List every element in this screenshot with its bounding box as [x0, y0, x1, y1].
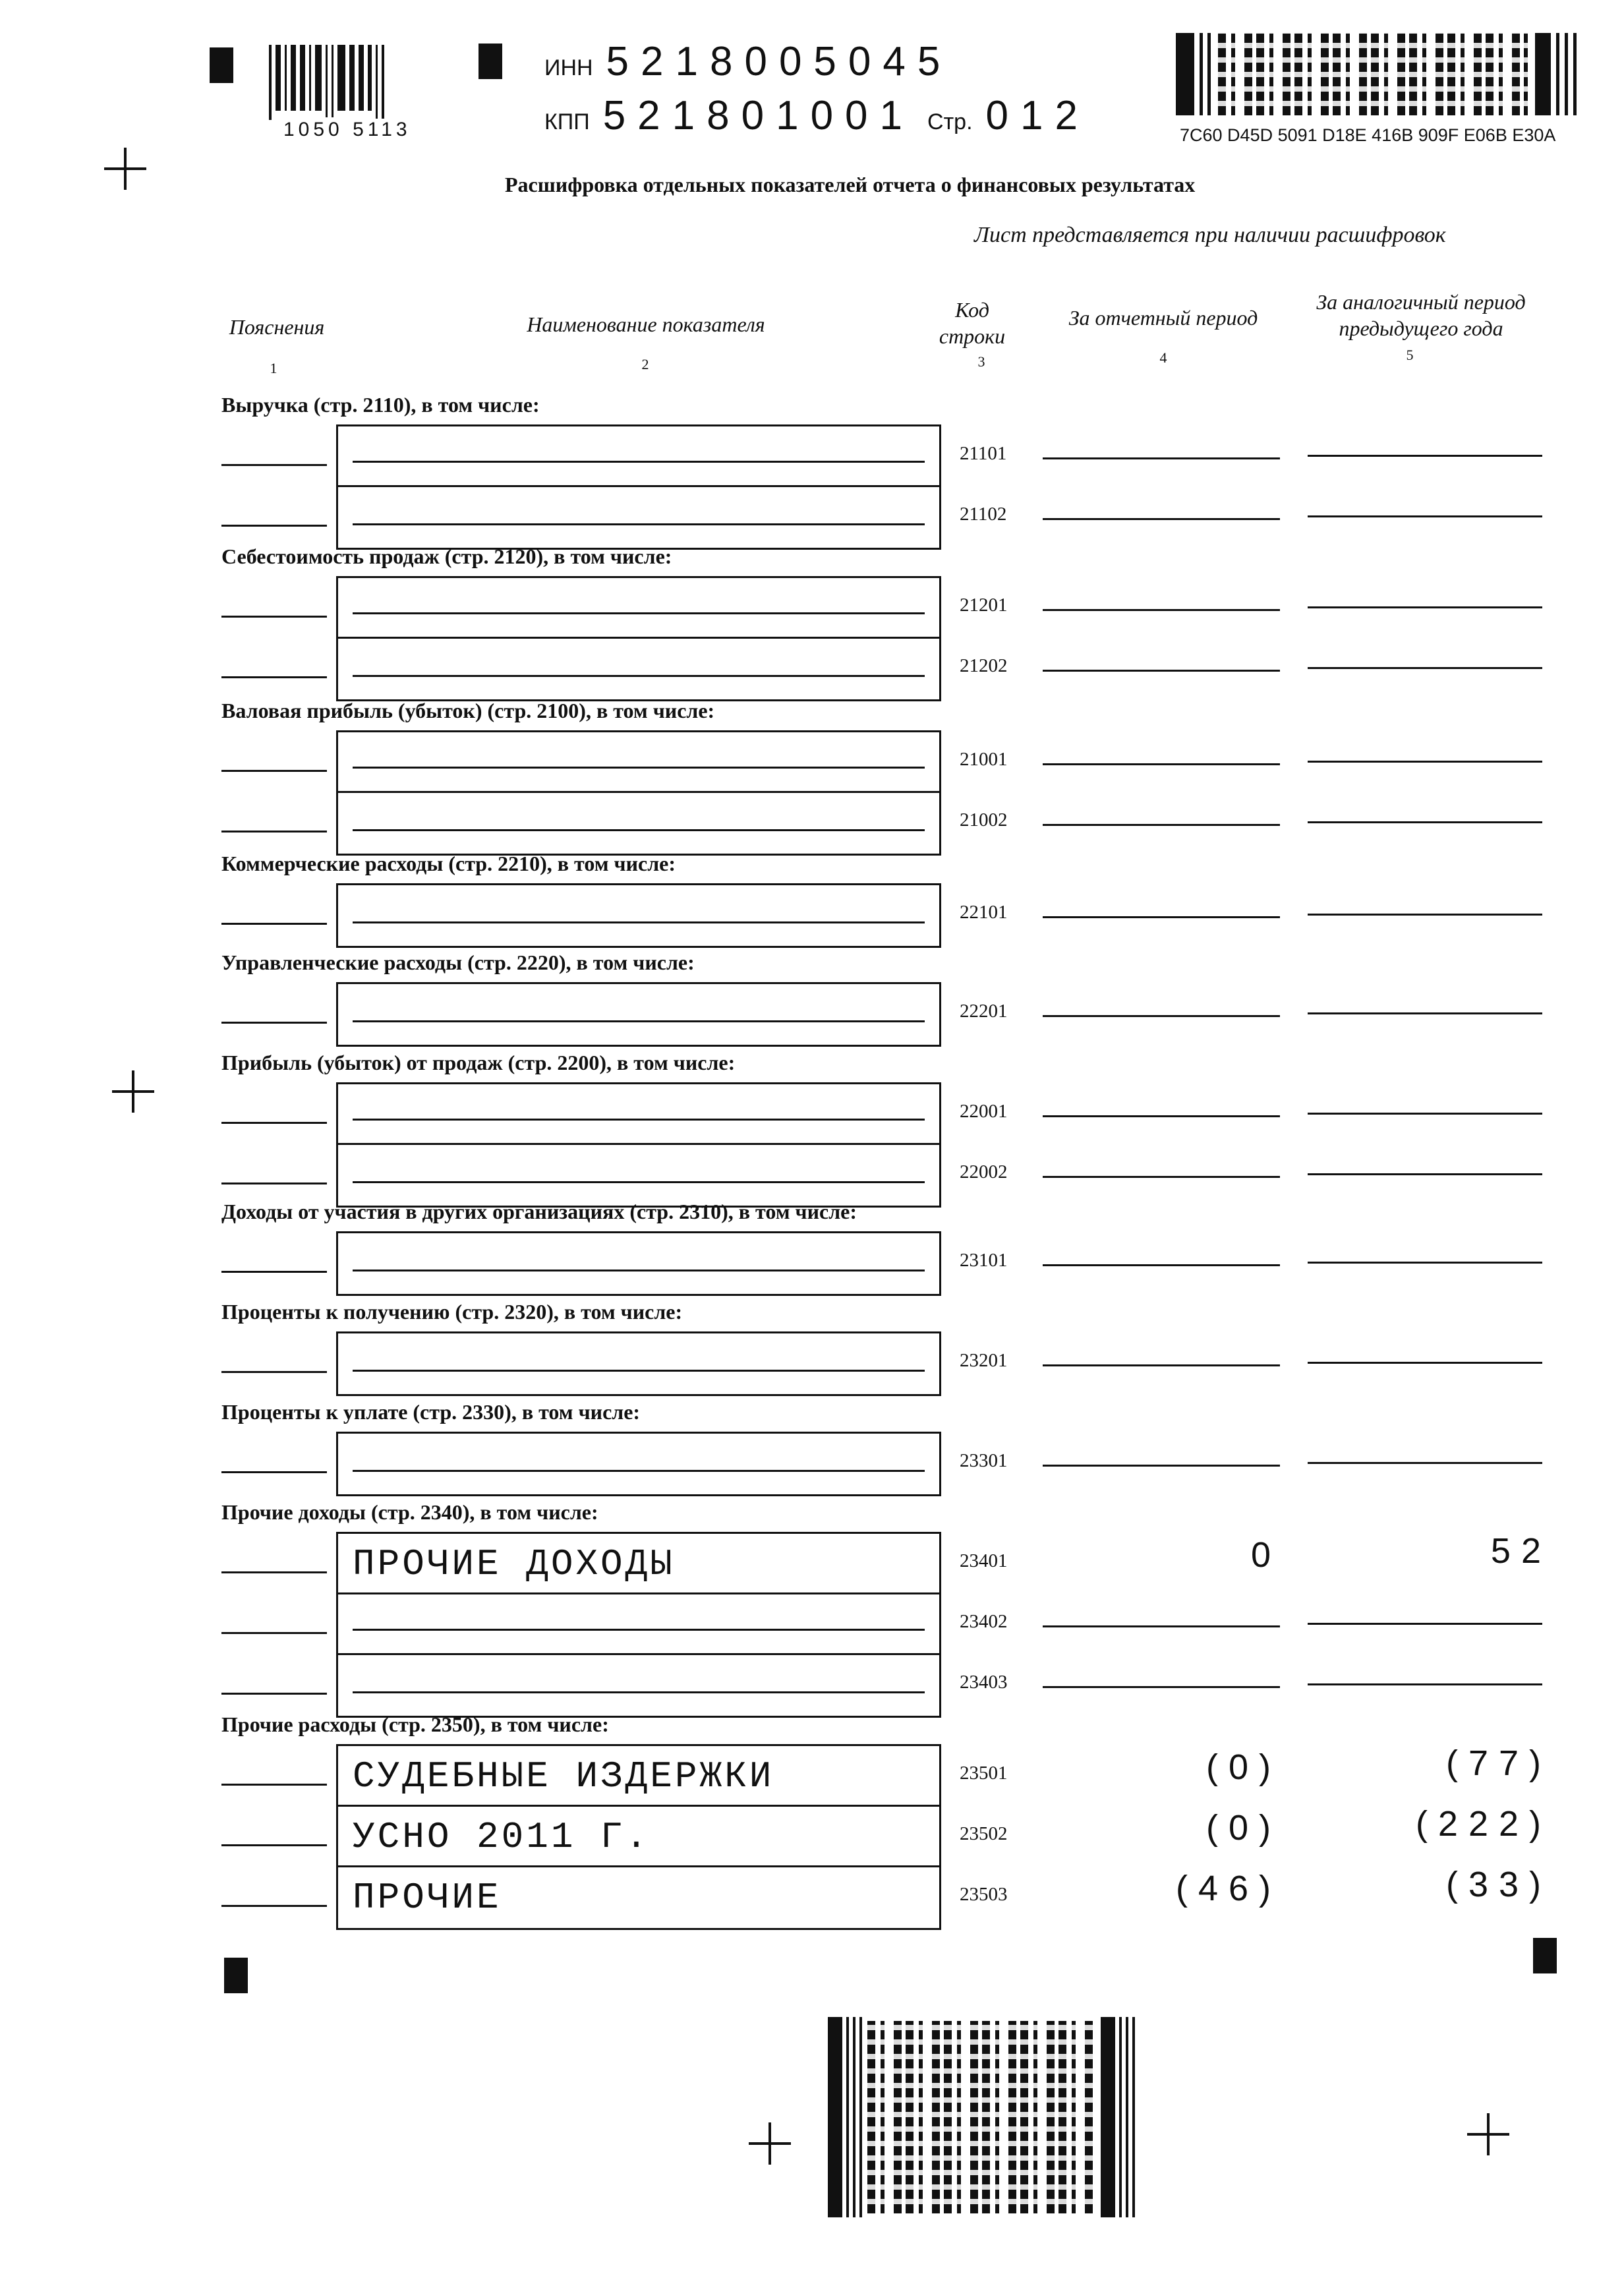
indicator-name-field[interactable] [338, 1534, 939, 1594]
indicator-name-field[interactable] [338, 1333, 939, 1394]
crosshair-mark [749, 2122, 791, 2165]
column-number-2: 2 [641, 356, 649, 372]
document-title: Расшифровка отдельных показателей отчета о финансовых результатах [505, 173, 1196, 196]
previous-period-field[interactable] [1308, 606, 1542, 608]
current-period-field[interactable] [1043, 518, 1280, 520]
kpp-value: 521801001 [602, 93, 915, 138]
document-subtitle: Лист представляется при наличии расшифровок [974, 223, 1446, 247]
previous-period-field[interactable] [1308, 761, 1542, 763]
current-period-field[interactable] [1043, 1686, 1280, 1688]
section-title: Себестоимость продаж (стр. 2120), в том числе: [221, 544, 672, 568]
section-title: Управленческие расходы (стр. 2220), в том числе: [221, 950, 695, 974]
notes-field[interactable] [221, 464, 327, 466]
indicator-name-blank-line [353, 523, 925, 525]
indicator-name-field[interactable] [338, 487, 939, 548]
section-title: Доходы от участия в других организациях (стр. 2310), в том числе: [221, 1200, 857, 1223]
indicator-name-value: УСНО 2011 Г. [353, 1816, 651, 1858]
indicator-name-box [336, 1331, 941, 1396]
column-number-4: 4 [1159, 349, 1167, 366]
line-code: 23503 [960, 1884, 1008, 1905]
line-code: 21102 [960, 504, 1007, 525]
line-code: 23401 [960, 1550, 1008, 1571]
indicator-name-blank-line [353, 675, 925, 677]
kpp-label: КПП [544, 109, 590, 134]
notes-field[interactable] [221, 1632, 327, 1634]
previous-period-value[interactable]: (77) [1445, 1743, 1552, 1783]
registration-mark-bottom-right [1533, 1938, 1557, 1973]
previous-period-field[interactable] [1308, 1623, 1542, 1625]
notes-field[interactable] [221, 1905, 327, 1907]
previous-period-field[interactable] [1308, 667, 1542, 669]
notes-field[interactable] [221, 1122, 327, 1124]
current-period-field[interactable] [1043, 763, 1280, 765]
previous-period-field[interactable] [1308, 1173, 1542, 1175]
line-code: 21001 [960, 749, 1008, 770]
indicator-name-field[interactable] [338, 793, 939, 854]
line-code: 21201 [960, 595, 1008, 616]
notes-field[interactable] [221, 1271, 327, 1273]
indicator-name-field[interactable] [338, 639, 939, 699]
page-number: 012 [985, 93, 1089, 138]
line-code: 23201 [960, 1350, 1008, 1371]
notes-field[interactable] [221, 1371, 327, 1373]
indicator-name-field[interactable] [338, 1746, 939, 1807]
pdf417-barcode-bottom [828, 2017, 1138, 2217]
indicator-name-field[interactable] [338, 984, 939, 1045]
previous-period-field[interactable] [1308, 1012, 1542, 1014]
indicator-name-blank-line [353, 1270, 925, 1271]
indicator-name-blank-line [353, 1691, 925, 1693]
current-period-value[interactable]: 0 [1250, 1535, 1281, 1575]
indicator-name-field[interactable] [338, 885, 939, 946]
current-period-field[interactable] [1043, 1015, 1280, 1017]
linear-barcode [269, 45, 388, 121]
notes-field[interactable] [221, 831, 327, 832]
section-title: Проценты к уплате (стр. 2330), в том числе: [221, 1400, 641, 1424]
indicator-name-box [336, 883, 941, 948]
section-title: Выручка (стр. 2110), в том числе: [221, 393, 540, 417]
inn-value: 5218005045 [606, 39, 952, 84]
document-hash-code: 7C60 D45D 5091 D18E 416B 909F E06B E30A [1180, 125, 1556, 145]
indicator-name-blank-line [353, 461, 925, 463]
crosshair-mark [112, 1070, 154, 1113]
current-period-field[interactable] [1043, 1264, 1280, 1266]
page-label: Стр. [927, 109, 973, 134]
indicator-name-field[interactable] [338, 1594, 939, 1655]
column-header-indicator-name: Наименование показателя [527, 312, 765, 336]
column-header-notes: Пояснения [229, 315, 325, 339]
notes-field[interactable] [221, 676, 327, 678]
indicator-name-blank-line [353, 1119, 925, 1121]
current-period-field[interactable] [1043, 1625, 1280, 1627]
previous-period-value[interactable]: (33) [1445, 1865, 1552, 1904]
line-code: 23502 [960, 1823, 1008, 1844]
notes-field[interactable] [221, 1571, 327, 1573]
current-period-value[interactable]: (46) [1175, 1869, 1281, 1908]
notes-field[interactable] [221, 1183, 327, 1184]
indicator-name-value: ПРОЧИЕ ДОХОДЫ [353, 1543, 675, 1585]
notes-field[interactable] [221, 770, 327, 772]
barcode-number: 1050 5113 [283, 119, 411, 140]
section-title: Прочие доходы (стр. 2340), в том числе: [221, 1500, 598, 1524]
crosshair-mark [104, 148, 146, 190]
column-number-5: 5 [1406, 347, 1414, 363]
indicator-name-field[interactable] [338, 1145, 939, 1206]
column-header-previous-period: За аналогичный период предыдущего года [1316, 290, 1526, 340]
indicator-name-blank-line [353, 1181, 925, 1183]
previous-period-field[interactable] [1308, 515, 1542, 517]
previous-period-field[interactable] [1308, 455, 1542, 457]
registration-mark-top-left [210, 47, 233, 83]
registration-mark-bottom-left [224, 1958, 248, 1993]
indicator-name-field[interactable] [338, 1434, 939, 1494]
notes-field[interactable] [221, 1784, 327, 1786]
registration-mark-top-center [478, 44, 502, 79]
indicator-name-value: СУДЕБНЫЕ ИЗДЕРЖКИ [353, 1755, 774, 1797]
current-period-field[interactable] [1043, 1364, 1280, 1366]
line-code: 22001 [960, 1101, 1008, 1122]
current-period-field[interactable] [1043, 1465, 1280, 1467]
indicator-name-blank-line [353, 1370, 925, 1372]
notes-field[interactable] [221, 1844, 327, 1846]
current-period-field[interactable] [1043, 1176, 1280, 1178]
indicator-name-field[interactable] [338, 1867, 939, 1928]
previous-period-value[interactable]: (222) [1415, 1804, 1552, 1844]
notes-field[interactable] [221, 1471, 327, 1473]
indicator-name-box [336, 730, 941, 856]
line-code: 23403 [960, 1672, 1008, 1693]
line-code: 22002 [960, 1161, 1008, 1183]
section-title: Прочие расходы (стр. 2350), в том числе: [221, 1712, 609, 1736]
notes-field[interactable] [221, 616, 327, 618]
column-number-3: 3 [977, 353, 985, 370]
indicator-name-box [336, 982, 941, 1047]
previous-period-field[interactable] [1308, 1113, 1542, 1115]
indicator-name-box [336, 576, 941, 701]
notes-field[interactable] [221, 1693, 327, 1695]
indicator-name-box [336, 1082, 941, 1208]
indicator-name-blank-line [353, 767, 925, 769]
line-code: 21202 [960, 655, 1008, 676]
line-code: 21002 [960, 809, 1008, 831]
indicator-name-field[interactable] [338, 1807, 939, 1867]
indicator-name-field[interactable] [338, 426, 939, 487]
kpp-field [544, 92, 1089, 139]
previous-period-field[interactable] [1308, 1462, 1542, 1464]
indicator-name-blank-line [353, 612, 925, 614]
column-header-current-period: За отчетный период [1068, 306, 1258, 330]
line-code: 22201 [960, 1001, 1008, 1022]
current-period-field[interactable] [1043, 1115, 1280, 1117]
line-code: 21101 [960, 443, 1007, 464]
line-code: 22101 [960, 902, 1008, 923]
indicator-name-field[interactable] [338, 732, 939, 793]
indicator-name-field[interactable] [338, 578, 939, 639]
current-period-field[interactable] [1043, 670, 1280, 672]
indicator-name-field[interactable] [338, 1084, 939, 1145]
indicator-name-blank-line [353, 921, 925, 923]
line-code: 23101 [960, 1250, 1008, 1271]
pdf417-barcode-top [1176, 33, 1584, 115]
indicator-name-blank-line [353, 1629, 925, 1631]
previous-period-value[interactable]: 52 [1490, 1531, 1552, 1571]
column-number-1: 1 [270, 360, 277, 376]
previous-period-field[interactable] [1308, 1683, 1542, 1685]
inn-field [544, 38, 952, 85]
notes-field[interactable] [221, 923, 327, 925]
line-code: 23402 [960, 1611, 1008, 1632]
indicator-name-field[interactable] [338, 1233, 939, 1294]
previous-period-field[interactable] [1308, 1262, 1542, 1264]
indicator-name-value: ПРОЧИЕ [353, 1877, 502, 1919]
previous-period-field[interactable] [1308, 914, 1542, 916]
previous-period-field[interactable] [1308, 1362, 1542, 1364]
current-period-field[interactable] [1043, 457, 1280, 459]
indicator-name-box [336, 1432, 941, 1496]
notes-field[interactable] [221, 1022, 327, 1024]
current-period-field[interactable] [1043, 824, 1280, 826]
current-period-value[interactable]: (0) [1206, 1747, 1281, 1787]
section-title: Коммерческие расходы (стр. 2210), в том числе: [221, 852, 676, 875]
indicator-name-blank-line [353, 1470, 925, 1472]
current-period-field[interactable] [1043, 916, 1280, 918]
crosshair-mark [1467, 2113, 1509, 2155]
line-code: 23301 [960, 1450, 1008, 1471]
current-period-value[interactable]: (0) [1206, 1808, 1281, 1848]
section-title: Валовая прибыль (убыток) (стр. 2100), в том числе: [221, 699, 715, 722]
indicator-name-box [336, 424, 941, 550]
indicator-name-blank-line [353, 1020, 925, 1022]
indicator-name-box [336, 1532, 941, 1718]
section-title: Прибыль (убыток) от продаж (стр. 2200), в том числе: [221, 1051, 736, 1074]
previous-period-field[interactable] [1308, 821, 1542, 823]
indicator-name-box [336, 1231, 941, 1296]
line-code: 23501 [960, 1763, 1008, 1784]
inn-label: ИНН [544, 55, 593, 80]
current-period-field[interactable] [1043, 609, 1280, 611]
notes-field[interactable] [221, 525, 327, 527]
indicator-name-field[interactable] [338, 1655, 939, 1716]
indicator-name-blank-line [353, 829, 925, 831]
column-header-line-code: Код строки [939, 298, 1006, 348]
section-title: Проценты к получению (стр. 2320), в том числе: [221, 1300, 683, 1324]
indicator-name-box [336, 1744, 941, 1930]
